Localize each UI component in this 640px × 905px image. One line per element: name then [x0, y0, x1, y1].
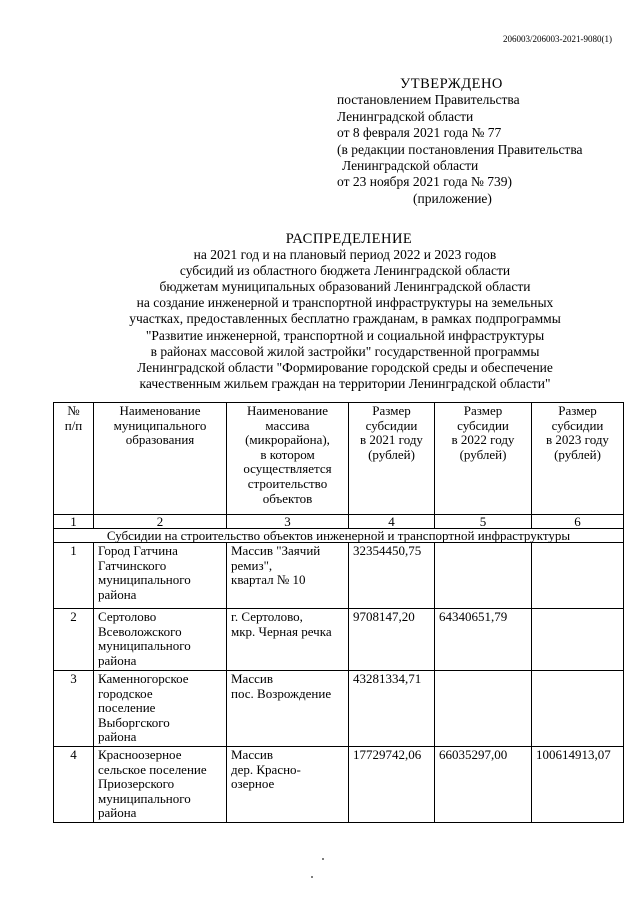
table-body: [54, 403, 624, 823]
table-cell: 64340651,79: [435, 609, 532, 671]
approval-line: (приложение): [413, 190, 492, 206]
table-cell: г. Сертолово, мкр. Черная речка: [227, 609, 349, 671]
document-id: 206003/206003-2021-9080(1): [503, 34, 612, 44]
column-number: 2: [94, 515, 227, 529]
column-header: Наименование массива (микрорайона), в котором осуществляется строительство объектов: [227, 403, 349, 515]
table-cell: [532, 609, 624, 671]
section-row: [54, 529, 624, 543]
table-cell: [435, 671, 532, 747]
table-cell: [532, 543, 624, 609]
table-cell: 100614913,07: [532, 747, 624, 823]
table-cell: Массив пос. Возрождение: [227, 671, 349, 747]
approval-line: от 23 ноября 2021 года № 739): [337, 174, 513, 190]
table-header-row: [54, 403, 624, 515]
title-line: участках, предоставленных бесплатно гражданам, в рамках подпрограммы: [129, 311, 561, 327]
title-line: в районах массовой жилой застройки" государственной программы: [150, 343, 540, 359]
document-title: [90, 231, 600, 392]
column-header: Размер субсидии в 2021 году (рублей): [349, 403, 435, 515]
title-line: "Развитие инженерной, транспортной и социальной инфраструктуры: [145, 327, 545, 343]
column-header: № п/п: [54, 403, 94, 515]
table-cell: 66035297,00: [435, 747, 532, 823]
table-row: [54, 747, 624, 823]
table-cell: Каменногорское городское поселение Выборгского района: [94, 671, 227, 747]
table-row: [54, 543, 624, 609]
table-cell: 3: [54, 671, 94, 747]
approval-heading: УТВЕРЖДЕНО: [400, 76, 503, 92]
table-cell: 32354450,75: [349, 543, 435, 609]
approval-line: Ленинградской области: [342, 158, 479, 174]
approval-line: Ленинградской области: [337, 108, 474, 124]
table-cell: 2: [54, 609, 94, 671]
table-cell: 43281334,71: [349, 671, 435, 747]
table-cell: Массив дер. Красно- озерное: [227, 747, 349, 823]
column-number: 1: [54, 515, 94, 529]
table-cell: Красноозерное сельское поселение Приозерского муниципального района: [94, 747, 227, 823]
title-line: субсидий из областного бюджета Ленинградской области: [179, 263, 511, 279]
column-header: Размер субсидии в 2023 году (рублей): [532, 403, 624, 515]
approval-line: (в редакции постановления Правительства: [337, 141, 583, 157]
column-number: 6: [532, 515, 624, 529]
column-number: 5: [435, 515, 532, 529]
title-line: бюджетам муниципальных образований Ленинградской области: [159, 279, 531, 295]
table-row: [54, 671, 624, 747]
column-header: Размер субсидии в 2022 году (рублей): [435, 403, 532, 515]
approval-block: [337, 76, 627, 207]
table-cell: 4: [54, 747, 94, 823]
table-cell: [532, 671, 624, 747]
table-cell: 1: [54, 543, 94, 609]
title-heading: РАСПРЕДЕЛЕНИЕ: [285, 231, 413, 247]
scan-dot: [322, 858, 324, 860]
approval-line: от 8 февраля 2021 года № 77: [337, 125, 502, 141]
title-line: Ленинградской области "Формирование городской среды и обеспечение: [137, 359, 553, 375]
column-number-row: [54, 515, 624, 529]
column-number: 4: [349, 515, 435, 529]
table-cell: 17729742,06: [349, 747, 435, 823]
table-cell: [435, 543, 532, 609]
column-header: Наименование муниципального образования: [94, 403, 227, 515]
subsidy-table: [53, 402, 624, 823]
table-row: [54, 609, 624, 671]
table-cell: Город Гатчина Гатчинского муниципального района: [94, 543, 227, 609]
table-cell: Сертолово Всеволожского муниципального района: [94, 609, 227, 671]
section-title: Субсидии на строительство объектов инженерной и транспортной инфраструктуры: [54, 529, 624, 543]
title-line: на создание инженерной и транспортной инфраструктуры на земельных: [136, 295, 554, 311]
approval-line: постановлением Правительства: [337, 92, 520, 108]
scan-dot: [311, 876, 313, 878]
table-cell: Массив "Заячий ремиз", квартал № 10: [227, 543, 349, 609]
table-cell: 9708147,20: [349, 609, 435, 671]
title-line: на 2021 год и на плановый период 2022 и 2023 годов: [193, 247, 497, 263]
column-number: 3: [227, 515, 349, 529]
title-line: качественным жильем граждан на территории Ленинградской области": [139, 375, 551, 391]
